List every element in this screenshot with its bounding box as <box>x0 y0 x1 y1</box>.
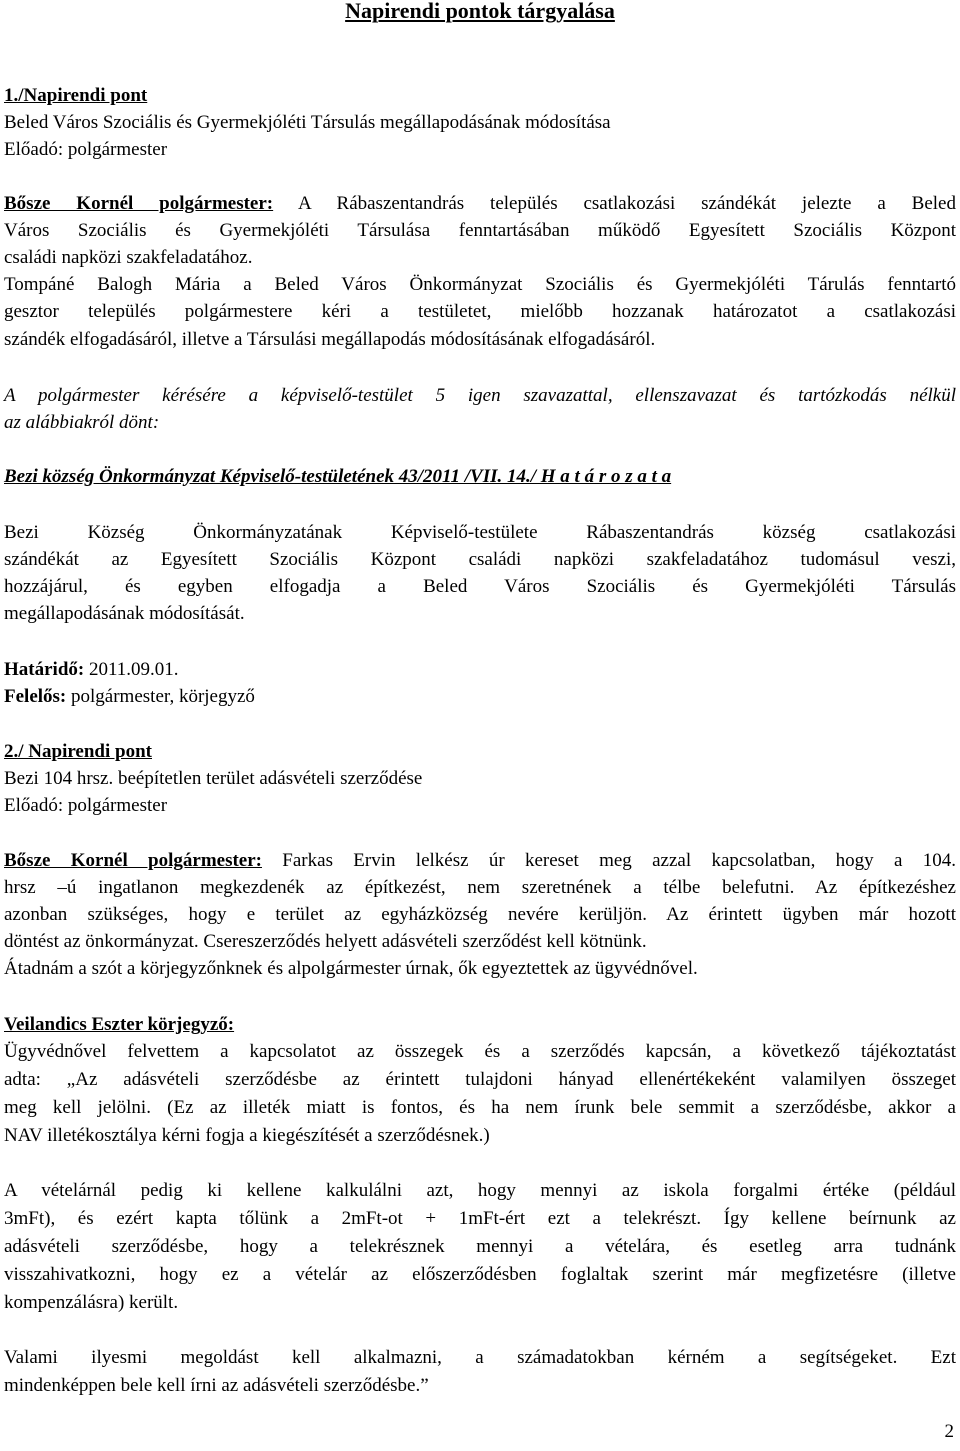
resolution-title: Bezi község Önkormányzat Képviselő-testületének 43/2011 /VII. 14./ H a t á r o z a t a <box>4 466 672 487</box>
page-number: 2 <box>944 1421 954 1442</box>
resolution-line: megállapodásának módosítását. <box>4 603 245 624</box>
paragraph-line: meg kell jelölni. (Ez az illeték miatt is fontos, és ha nem írunk bele semmit a szerződésbe, akkor a <box>4 1097 956 1118</box>
deadline-line <box>4 656 956 684</box>
paragraph-line: Tompáné Balogh Mária a Beled Város Önkormányzat Szociális és Gyermekjóléti Tárulás fenntartó <box>4 274 956 295</box>
agenda-item-1-subject: Beled Város Szociális és Gyermekjóléti Társulás megállapodásának módosítása <box>4 112 611 133</box>
agenda-item-1-presenter: Előadó: polgármester <box>4 139 168 160</box>
paragraph-line: adta: „Az adásvételi szerződésbe az érintett tulajdoni hányad ellenértékeként valamilyen összeget <box>4 1069 956 1090</box>
deadline-value: 2011.09.01. <box>84 659 179 680</box>
paragraph-line: kompenzálásra) került. <box>4 1292 179 1313</box>
resolution-line: szándékát az Egyesített Szociális Központ családi napközi szakfeladatához tudomásul veszi, <box>4 549 956 570</box>
responsible-label: Felelős: <box>4 686 67 707</box>
paragraph-line: családi napközi szakfeladatához. <box>4 247 253 268</box>
agenda-item-2-presenter: Előadó: polgármester <box>4 795 168 816</box>
speaker-name: Bősze Kornél polgármester: <box>4 850 262 871</box>
paragraph-line: Átadnám a szót a körjegyzőnknek és alpolgármester úrnak, ők egyeztettek az ügyvédnővel. <box>4 958 698 979</box>
paragraph-line: Valami ilyesmi megoldást kell alkalmazni, a számadatokban kérném a segítségeket. Ezt <box>4 1347 956 1368</box>
paragraph-line: hrsz –ú ingatlanon megkezdenék az építkezést, nem szeretnének a télbe belefutni. Az építkezéshez <box>4 877 956 898</box>
speaker-name: Bősze Kornél polgármester: <box>4 193 274 214</box>
agenda-item-2-subject: Bezi 104 hrsz. beépítetlen terület adásvételi szerződése <box>4 768 423 789</box>
resolution-line: Bezi Község Önkormányzatának Képviselő-testülete Rábaszentandrás község csatlakozási <box>4 522 956 543</box>
agenda-item-2-heading: 2./ Napirendi pont <box>4 741 152 762</box>
speaker-name: Veilandics Eszter körjegyző: <box>4 1014 235 1035</box>
paragraph-line: gesztor település polgármestere kéri a testületet, mielőbb hozzanak határozatot a csatlakozási <box>4 301 956 322</box>
paragraph-line: szándék elfogadásáról, illetve a Társulási megállapodás módosításának elfogadásáról. <box>4 329 656 350</box>
paragraph-line: Város Szociális és Gyermekjóléti Társulása fenntartásában működő Egyesített Szociális Központ <box>4 220 956 241</box>
paragraph-line: mindenképpen bele kell írni az adásvételi szerződésbe.” <box>4 1375 429 1396</box>
page-title: Napirendi pontok tárgyalása <box>345 0 615 23</box>
paragraph-line <box>4 190 956 218</box>
paragraph-line: visszahivatkozni, hogy ez a vételár az előszerződésben foglaltak szerint már megfizetésre (illetve <box>4 1264 956 1285</box>
vote-statement-line: az alábbiakról dönt: <box>4 412 160 433</box>
paragraph-line: 3mFt), és ezért kapta tőlünk a 2mFt-ot + 1mFt-ért ezt a telekrészt. Így kellene beírnunk az <box>4 1208 956 1229</box>
resolution-line: hozzájárul, és egyben elfogadja a Beled Város Szociális és Gyermekjóléti Társulás <box>4 576 956 597</box>
responsible-value: polgármester, körjegyző <box>66 686 255 707</box>
paragraph-line: NAV illetékosztálya kérni fogja a kiegészítését a szerződésnek.) <box>4 1125 490 1146</box>
paragraph-line: azonban szükséges, hogy e terület az egyházközség nevére kerüljön. Az érintett ügyben már hozott <box>4 904 956 925</box>
paragraph-line: A vételárnál pedig ki kellene kalkulálni azt, hogy mennyi az iskola forgalmi értéke (például <box>4 1180 956 1201</box>
paragraph-text: A Rábaszentandrás település csatlakozási szándékát jelezte a Beled <box>273 193 956 214</box>
paragraph-text: Farkas Ervin lelkész úr kereset meg azzal kapcsolatban, hogy a 104. <box>262 850 956 871</box>
paragraph-line: adásvételi szerződésbe, hogy a telekrésznek mennyi a vételára, és esetleg arra tudnánk <box>4 1236 956 1257</box>
vote-statement-line: A polgármester kérésére a képviselő-testület 5 igen szavazattal, ellenszavazat és tartózkodás nélkül <box>4 385 956 406</box>
paragraph-line <box>4 847 956 875</box>
deadline-label: Határidő: <box>4 659 85 680</box>
paragraph-line: döntést az önkormányzat. Csereszerződés helyett adásvételi szerződést kell kötnünk. <box>4 931 647 952</box>
agenda-item-1-heading: 1./Napirendi pont <box>4 85 148 106</box>
paragraph-line: Ügyvédnővel felvettem a kapcsolatot az összegek és a szerződés kapcsán, a következő tájékoztatást <box>4 1041 956 1062</box>
responsible-line <box>4 683 956 711</box>
